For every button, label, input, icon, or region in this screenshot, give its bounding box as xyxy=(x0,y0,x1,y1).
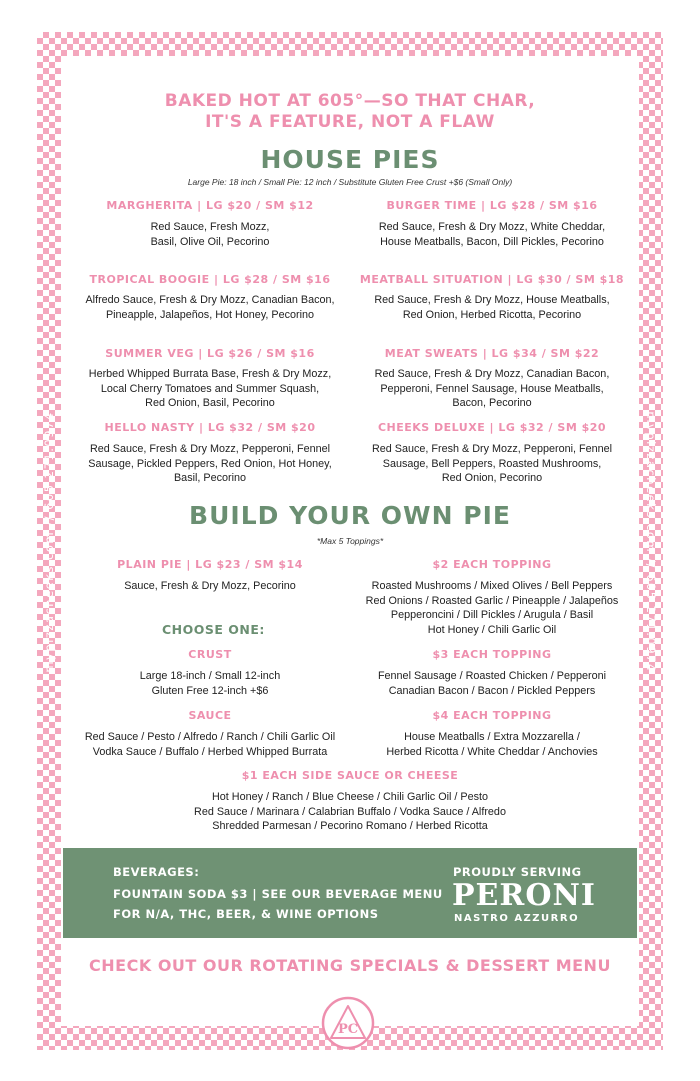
choose-one-heading: CHOOSE ONE: xyxy=(162,622,265,637)
beverages-line-2: FOR N/A, THC, BEER, & WINE OPTIONS xyxy=(113,907,379,921)
side-contact-left: mypizzacheeks.com // 605.271.0974 xyxy=(42,411,56,673)
pie-name: CHEEKS DELUXE | LG $32 / SM $20 xyxy=(377,421,607,434)
pie-desc: Alfredo Sauce, Fresh & Dry Mozz, Canadian Bacon, Pineapple, Jalapeños, Hot Honey, Pecorino xyxy=(85,294,335,321)
pie-name: SUMMER VEG | LG $26 / SM $16 xyxy=(105,347,315,360)
pie-desc: Red Sauce, Fresh Mozz, Basil, Olive Oil, Pecorino xyxy=(150,221,270,248)
pie-desc: Red Sauce, Fresh & Dry Mozz, White Cheddar, House Meatballs, Bacon, Dill Pickles, Pecorino xyxy=(378,221,606,248)
pie-desc: Red Sauce, Fresh & Dry Mozz, House Meatballs, Red Onion, Herbed Ricotta, Pecorino xyxy=(374,294,610,321)
specials-note: CHECK OUT OUR ROTATING SPECIALS & DESSERT MENU xyxy=(89,956,611,975)
tagline xyxy=(70,91,630,133)
beverages-title: BEVERAGES: xyxy=(113,865,200,879)
pie-name: MEATBALL SITUATION | LG $30 / SM $18 xyxy=(359,273,625,286)
beverages-line-1: FOUNTAIN SODA $3 | SEE OUR BEVERAGE MENU xyxy=(113,887,443,901)
topping-3-heading: $3 EACH TOPPING xyxy=(432,648,552,661)
side-sauce-desc: Hot Honey / Ranch / Blue Cheese / Chili Garlic Oil / Pesto Red Sauce / Marinara / Calabrian Buffalo / Vodka Sauce / Alfredo Shredded Parmesan / Pecorino Romano / Herbed Ricotta xyxy=(194,791,506,832)
topping-4-desc: House Meatballs / Extra Mozzarella / Herbed Ricotta / White Cheddar / Anchovies xyxy=(386,731,598,758)
build-your-own-title: BUILD YOUR OWN PIE xyxy=(189,501,511,530)
house-pies-note: Large Pie: 18 inch / Small Pie: 12 inch / Substitute Gluten Free Crust +$6 (Small Only) xyxy=(187,177,513,187)
tagline-line-2: IT'S A FEATURE, NOT A FLAW xyxy=(205,112,495,132)
house-pies-title: HOUSE PIES xyxy=(260,145,440,174)
pie-name: TROPICAL BOOGIE | LG $28 / SM $16 xyxy=(89,273,331,286)
pie-name: MARGHERITA | LG $20 / SM $12 xyxy=(106,199,314,212)
build-your-own-note: *Max 5 Toppings* xyxy=(316,536,384,546)
pie-desc: Red Sauce, Fresh & Dry Mozz, Pepperoni, Fennel Sausage, Pickled Peppers, Red Onion, Hot Honey, Basil, Pecorino xyxy=(88,443,332,484)
crust-desc: Large 18-inch / Small 12-inch Gluten Free 12-inch +$6 xyxy=(139,670,281,697)
tagline-line-1: BAKED HOT AT 605°—SO THAT CHAR, xyxy=(164,91,536,111)
topping-4-heading: $4 EACH TOPPING xyxy=(432,709,552,722)
pizza-cheeks-logo-icon xyxy=(321,996,375,1050)
pie-desc: Herbed Whipped Burrata Base, Fresh & Dry Mozz, Local Cherry Tomatoes and Summer Squash, Red Onion, Basil, Pecorino xyxy=(88,368,332,409)
proudly-serving: PROUDLY SERVING xyxy=(453,865,582,879)
side-contact-right: mypizzacheeks.com // 605.271.0974 xyxy=(644,411,658,673)
crust-heading: CRUST xyxy=(188,648,232,661)
plain-pie-name: PLAIN PIE | LG $23 / SM $14 xyxy=(117,558,303,571)
pie-name: HELLO NASTY | LG $32 / SM $20 xyxy=(104,421,316,434)
topping-2-heading: $2 EACH TOPPING xyxy=(432,558,552,571)
pie-name: MEAT SWEATS | LG $34 / SM $22 xyxy=(384,347,600,360)
peroni-subtitle: NASTRO AZZURRO xyxy=(454,913,580,924)
pie-name: BURGER TIME | LG $28 / SM $16 xyxy=(386,199,598,212)
topping-3-desc: Fennel Sausage / Roasted Chicken / Pepperoni Canadian Bacon / Bacon / Pickled Peppers xyxy=(377,670,607,697)
pie-desc: Red Sauce, Fresh & Dry Mozz, Pepperoni, Fennel Sausage, Bell Peppers, Roasted Mushrooms, Red Onion, Pecorino xyxy=(371,443,613,484)
peroni-logo: PERONI xyxy=(452,878,596,913)
pie-desc: Red Sauce, Fresh & Dry Mozz, Canadian Bacon, Pepperoni, Fennel Sausage, House Meatballs, Bacon, Pecorino xyxy=(374,368,610,409)
plain-pie-desc: Sauce, Fresh & Dry Mozz, Pecorino xyxy=(124,580,296,592)
side-sauce-heading: $1 EACH SIDE SAUCE OR CHEESE xyxy=(241,769,459,782)
topping-2-desc: Roasted Mushrooms / Mixed Olives / Bell Peppers Red Onions / Roasted Garlic / Pineapple / Jalapeños Pepperoncini / Dill Pickles / Arugula / Basil Hot Honey / Chili Garlic Oil xyxy=(365,580,619,636)
sauce-desc: Red Sauce / Pesto / Alfredo / Ranch / Chili Garlic Oil Vodka Sauce / Buffalo / Herbed Whipped Burrata xyxy=(84,731,336,758)
sauce-heading: SAUCE xyxy=(188,709,232,722)
logo-text: PC xyxy=(337,1022,359,1037)
